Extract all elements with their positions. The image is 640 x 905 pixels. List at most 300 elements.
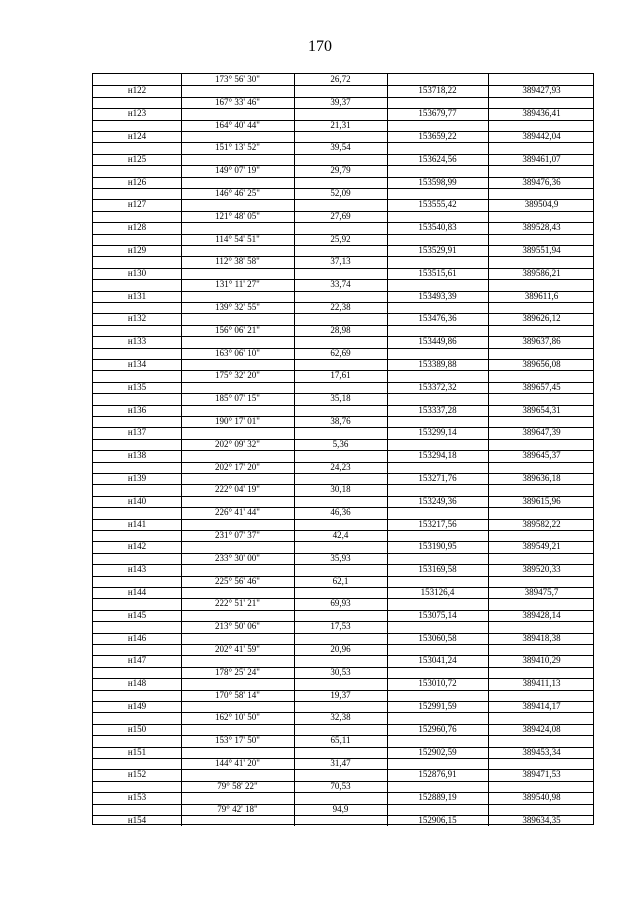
row-divider [93,667,593,668]
direction-angle-cell: 162° 10' 50" [215,712,260,723]
segment-length-cell: 31,47 [330,758,351,768]
segment-length-cell: 17,53 [330,621,351,632]
row-divider [93,108,593,109]
point-id-cell: н137 [127,427,147,438]
y-coordinate-cell: 389427,93 [522,85,561,96]
row-divider [93,245,593,246]
y-coordinate-cell: 389634,35 [522,815,561,825]
row-divider [93,678,593,679]
x-coordinate-cell: 153598,99 [418,176,457,187]
y-coordinate-cell: 389645,37 [522,450,561,461]
row-divider [93,576,593,577]
direction-angle-cell: 175° 32' 20" [215,370,260,381]
point-id-cell: н133 [127,336,147,347]
x-coordinate-cell: 153372,32 [418,381,457,392]
segment-length-cell: 70,53 [330,780,351,791]
point-id-cell: н141 [127,518,147,529]
point-id-cell: н144 [127,587,147,597]
x-coordinate-cell: 153718,22 [418,85,457,96]
point-row [93,177,593,188]
point-id-cell: н122 [127,85,147,96]
y-coordinate-cell: 389475,7 [524,587,559,597]
y-coordinate-cell: 389428,14 [522,609,561,620]
y-coordinate-cell: 389411,13 [522,678,561,689]
row-divider [93,234,593,235]
point-id-cell: н134 [127,359,147,369]
x-coordinate-cell: 153476,36 [418,313,457,324]
point-row [93,655,593,666]
row-divider [93,336,593,337]
x-coordinate-cell: 153190,95 [418,541,457,552]
row-divider [93,541,593,542]
row-divider [93,747,593,748]
y-coordinate-cell: 389442,04 [522,131,561,141]
row-divider [93,690,593,691]
y-coordinate-cell: 389418,38 [522,632,561,643]
segment-length-cell: 32,38 [330,712,351,723]
segment-row [93,256,593,267]
segment-row [93,484,593,495]
point-row [93,541,593,552]
point-id-cell: н136 [127,404,147,415]
point-row [93,815,593,826]
point-id-cell: н124 [127,131,147,141]
point-row [93,154,593,165]
row-divider [93,359,593,360]
point-id-cell: н146 [127,632,147,643]
x-coordinate-cell: 153659,22 [418,131,457,141]
segment-row [93,279,593,290]
y-coordinate-cell: 389647,39 [522,427,561,438]
point-id-cell: н131 [127,290,147,301]
segment-length-cell: 35,18 [330,393,351,404]
segment-length-cell: 22,38 [330,302,351,312]
row-divider [93,348,593,349]
segment-length-cell: 37,13 [330,256,351,267]
y-coordinate-cell: 389586,21 [522,267,561,278]
point-row [93,405,593,416]
point-id-cell: н145 [127,609,147,620]
y-coordinate-cell: 389626,12 [522,313,561,324]
point-row [93,450,593,461]
direction-angle-cell: 131° 11' 27" [215,279,260,290]
x-coordinate-cell: 153010,72 [418,678,457,689]
point-row [93,610,593,621]
row-divider [93,313,593,314]
point-row [93,108,593,119]
segment-length-cell: 25,92 [330,233,351,244]
segment-row [93,348,593,359]
row-divider [93,382,593,383]
row-divider [93,154,593,155]
point-row [93,199,593,210]
point-id-cell: н138 [127,450,147,461]
segment-row [93,211,593,222]
y-coordinate-cell: 389410,29 [522,655,561,666]
segment-row [93,576,593,587]
x-coordinate-cell: 153041,24 [418,655,457,666]
segment-row [93,97,593,108]
point-row [93,747,593,758]
direction-angle-cell: 222° 51' 21" [215,598,260,609]
point-row [93,427,593,438]
y-coordinate-cell: 389461,07 [522,153,561,164]
row-divider [93,644,593,645]
row-divider [93,439,593,440]
row-divider [93,97,593,98]
direction-angle-cell: 146° 46' 25" [215,188,260,198]
direction-angle-cell: 167° 33' 46" [215,96,260,107]
point-row [93,222,593,233]
segment-row [93,690,593,701]
point-id-cell: н149 [127,701,147,711]
segment-row [93,234,593,245]
point-id-cell: н140 [127,495,147,506]
point-id-cell: н135 [127,381,147,392]
row-divider [93,393,593,394]
point-id-cell: н127 [127,199,147,210]
point-id-cell: н150 [127,723,147,734]
column-divider [294,74,295,826]
point-id-cell: н139 [127,473,147,483]
direction-angle-cell: 163° 06' 10" [215,347,260,358]
point-row [93,587,593,598]
segment-row [93,325,593,336]
x-coordinate-cell: 153126,4 [420,587,455,597]
row-divider [93,735,593,736]
direction-angle-cell: 139° 32' 55" [215,302,260,312]
direction-angle-cell: 231° 07' 37" [215,530,260,540]
coordinates-table [92,73,594,825]
direction-angle-cell: 178° 25' 24" [215,666,260,677]
segment-length-cell: 29,79 [330,165,351,176]
segment-length-cell: 39,54 [330,142,351,153]
point-row [93,769,593,780]
row-divider [93,587,593,588]
segment-length-cell: 24,23 [330,461,351,472]
segment-row [93,439,593,450]
direction-angle-cell: 156° 06' 21" [215,324,260,335]
page-number: 170 [308,38,332,55]
segment-row [93,530,593,541]
y-coordinate-cell: 389657,45 [522,381,561,392]
row-divider [93,712,593,713]
direction-angle-cell: 222° 04' 19" [215,484,260,495]
point-row [93,245,593,256]
point-id-cell: н123 [127,108,147,119]
x-coordinate-cell: 152889,19 [418,792,457,803]
direction-angle-cell: 185° 07' 15" [215,393,260,404]
point-id-cell: н148 [127,678,147,689]
segment-row [93,735,593,746]
row-divider [93,758,593,759]
segment-row [93,621,593,632]
segment-length-cell: 62,69 [330,347,351,358]
x-coordinate-cell: 153337,28 [418,404,457,415]
segment-row [93,142,593,153]
row-divider [93,496,593,497]
x-coordinate-cell: 152991,59 [418,701,457,711]
segment-length-cell: 30,18 [330,484,351,495]
x-coordinate-cell: 153299,14 [418,427,457,438]
y-coordinate-cell: 389520,33 [522,564,561,575]
row-divider [93,416,593,417]
row-divider [93,564,593,565]
row-divider [93,633,593,634]
segment-row [93,120,593,131]
segment-row [93,758,593,769]
point-row [93,701,593,712]
segment-length-cell: 69,93 [330,598,351,609]
y-coordinate-cell: 389549,21 [522,541,561,552]
y-coordinate-cell: 389654,31 [522,404,561,415]
y-coordinate-cell: 389615,96 [522,495,561,506]
direction-angle-cell: 79° 58' 22" [217,780,258,791]
row-divider [93,462,593,463]
direction-angle-cell: 225° 56' 46" [215,575,260,586]
point-id-cell: н151 [127,746,147,757]
row-divider [93,165,593,166]
direction-angle-cell: 233° 30' 00" [215,552,260,563]
row-divider [93,450,593,451]
point-id-cell: н142 [127,541,147,552]
row-divider [93,484,593,485]
x-coordinate-cell: 153493,39 [418,290,457,301]
row-divider [93,211,593,212]
segment-row [93,370,593,381]
segment-length-cell: 28,98 [330,324,351,335]
column-divider [488,74,489,826]
x-coordinate-cell: 153389,88 [418,359,457,369]
x-coordinate-cell: 153540,83 [418,222,457,233]
column-divider [387,74,388,826]
segment-row [93,507,593,518]
segment-row [93,598,593,609]
point-id-cell: н126 [127,176,147,187]
segment-length-cell: 19,37 [330,689,351,700]
x-coordinate-cell: 153075,14 [418,609,457,620]
row-divider [93,519,593,520]
row-divider [93,131,593,132]
y-coordinate-cell: 389540,98 [522,792,561,803]
segment-length-cell: 62,1 [332,575,349,586]
segment-length-cell: 35,93 [330,552,351,563]
row-divider [93,804,593,805]
row-divider [93,553,593,554]
y-coordinate-cell: 389551,94 [522,245,561,255]
segment-length-cell: 94,9 [332,803,349,814]
row-divider [93,256,593,257]
point-id-cell: н125 [127,153,147,164]
x-coordinate-cell: 153217,56 [418,518,457,529]
point-row [93,473,593,484]
direction-angle-cell: 144° 41' 20" [215,758,260,768]
direction-angle-cell: 202° 41' 59" [215,644,260,654]
segment-length-cell: 30,53 [330,666,351,677]
row-divider [93,473,593,474]
point-row [93,678,593,689]
segment-row [93,804,593,815]
direction-angle-cell: 112° 38' 58" [215,256,260,267]
y-coordinate-cell: 389528,43 [522,222,561,233]
y-coordinate-cell: 389611,6 [524,290,559,301]
x-coordinate-cell: 153271,76 [418,473,457,483]
segment-row [93,302,593,313]
x-coordinate-cell: 153529,91 [418,245,457,255]
row-divider [93,598,593,599]
point-row [93,268,593,279]
row-divider [93,621,593,622]
direction-angle-cell: 79° 42' 18" [217,803,258,814]
point-row [93,724,593,735]
direction-angle-cell: 149° 07' 19" [215,165,260,176]
x-coordinate-cell: 152902,59 [418,746,457,757]
point-id-cell: н154 [127,815,147,825]
point-row [93,382,593,393]
point-row [93,633,593,644]
direction-angle-cell: 164° 40' 44" [215,119,260,130]
y-coordinate-cell: 389637,86 [522,336,561,347]
x-coordinate-cell: 153515,61 [418,267,457,278]
row-divider [93,701,593,702]
y-coordinate-cell: 389424,08 [522,723,561,734]
direction-angle-cell: 202° 09' 32" [215,438,260,449]
point-row [93,313,593,324]
x-coordinate-cell: 153294,18 [418,450,457,461]
segment-length-cell: 39,37 [330,96,351,107]
segment-row [93,74,593,85]
y-coordinate-cell: 389476,36 [522,176,561,187]
segment-row [93,667,593,678]
direction-angle-cell: 114° 54' 51" [215,233,260,244]
direction-angle-cell: 202° 17' 20" [215,461,260,472]
row-divider [93,291,593,292]
segment-row [93,393,593,404]
segment-length-cell: 21,31 [330,119,351,130]
x-coordinate-cell: 153555,42 [418,199,457,210]
point-row [93,359,593,370]
row-divider [93,268,593,269]
row-divider [93,792,593,793]
direction-angle-cell: 190° 17' 01" [215,416,260,426]
row-divider [93,177,593,178]
row-divider [93,199,593,200]
row-divider [93,427,593,428]
x-coordinate-cell: 153060,58 [418,632,457,643]
segment-length-cell: 27,69 [330,210,351,221]
row-divider [93,815,593,816]
point-row [93,496,593,507]
x-coordinate-cell: 153169,58 [418,564,457,575]
x-coordinate-cell: 153249,36 [418,495,457,506]
segment-length-cell: 5,36 [332,438,349,449]
point-id-cell: н130 [127,267,147,278]
segment-row [93,781,593,792]
segment-length-cell: 26,72 [330,74,351,84]
direction-angle-cell: 173° 56' 30" [215,74,260,84]
segment-row [93,712,593,723]
segment-length-cell: 52,09 [330,188,351,198]
y-coordinate-cell: 389656,08 [522,359,561,369]
point-id-cell: н132 [127,313,147,324]
row-divider [93,325,593,326]
direction-angle-cell: 153° 17' 50" [215,735,260,746]
y-coordinate-cell: 389582,22 [522,518,561,529]
row-divider [93,222,593,223]
segment-row [93,416,593,427]
point-id-cell: н143 [127,564,147,575]
direction-angle-cell: 170° 58' 14" [215,689,260,700]
point-id-cell: н152 [127,769,147,780]
y-coordinate-cell: 389636,18 [522,473,561,483]
row-divider [93,507,593,508]
segment-row [93,462,593,473]
point-id-cell: н153 [127,792,147,803]
x-coordinate-cell: 152876,91 [418,769,457,780]
point-id-cell: н128 [127,222,147,233]
column-divider [181,74,182,826]
row-divider [93,370,593,371]
row-divider [93,724,593,725]
point-row [93,131,593,142]
segment-row [93,553,593,564]
segment-row [93,644,593,655]
row-divider [93,530,593,531]
x-coordinate-cell: 153449,86 [418,336,457,347]
row-divider [93,142,593,143]
segment-row [93,165,593,176]
row-divider [93,188,593,189]
segment-length-cell: 33,74 [330,279,351,290]
row-divider [93,120,593,121]
row-divider [93,302,593,303]
point-id-cell: н147 [127,655,147,666]
row-divider [93,781,593,782]
y-coordinate-cell: 389436,41 [522,108,561,119]
point-row [93,792,593,803]
segment-length-cell: 65,11 [330,735,351,746]
point-row [93,336,593,347]
segment-length-cell: 17,61 [330,370,351,381]
segment-length-cell: 38,76 [330,416,351,426]
direction-angle-cell: 121° 48' 05" [215,210,260,221]
row-divider [93,405,593,406]
x-coordinate-cell: 153624,56 [418,153,457,164]
y-coordinate-cell: 389453,34 [522,746,561,757]
point-row [93,85,593,96]
x-coordinate-cell: 153679,77 [418,108,457,119]
point-id-cell: н129 [127,245,147,255]
y-coordinate-cell: 389471,53 [522,769,561,780]
row-divider [93,85,593,86]
row-divider [93,610,593,611]
x-coordinate-cell: 152960,76 [418,723,457,734]
row-divider [93,279,593,280]
point-row [93,564,593,575]
segment-length-cell: 20,96 [330,644,351,654]
row-divider [93,769,593,770]
segment-row [93,188,593,199]
x-coordinate-cell: 152906,15 [418,815,457,825]
y-coordinate-cell: 389504,9 [524,199,559,210]
row-divider [93,655,593,656]
direction-angle-cell: 226° 41' 44" [215,507,260,518]
segment-length-cell: 46,36 [330,507,351,518]
direction-angle-cell: 151° 13' 52" [215,142,260,153]
direction-angle-cell: 213° 50' 06" [215,621,260,632]
segment-length-cell: 42,4 [332,530,349,540]
y-coordinate-cell: 389414,17 [522,701,561,711]
